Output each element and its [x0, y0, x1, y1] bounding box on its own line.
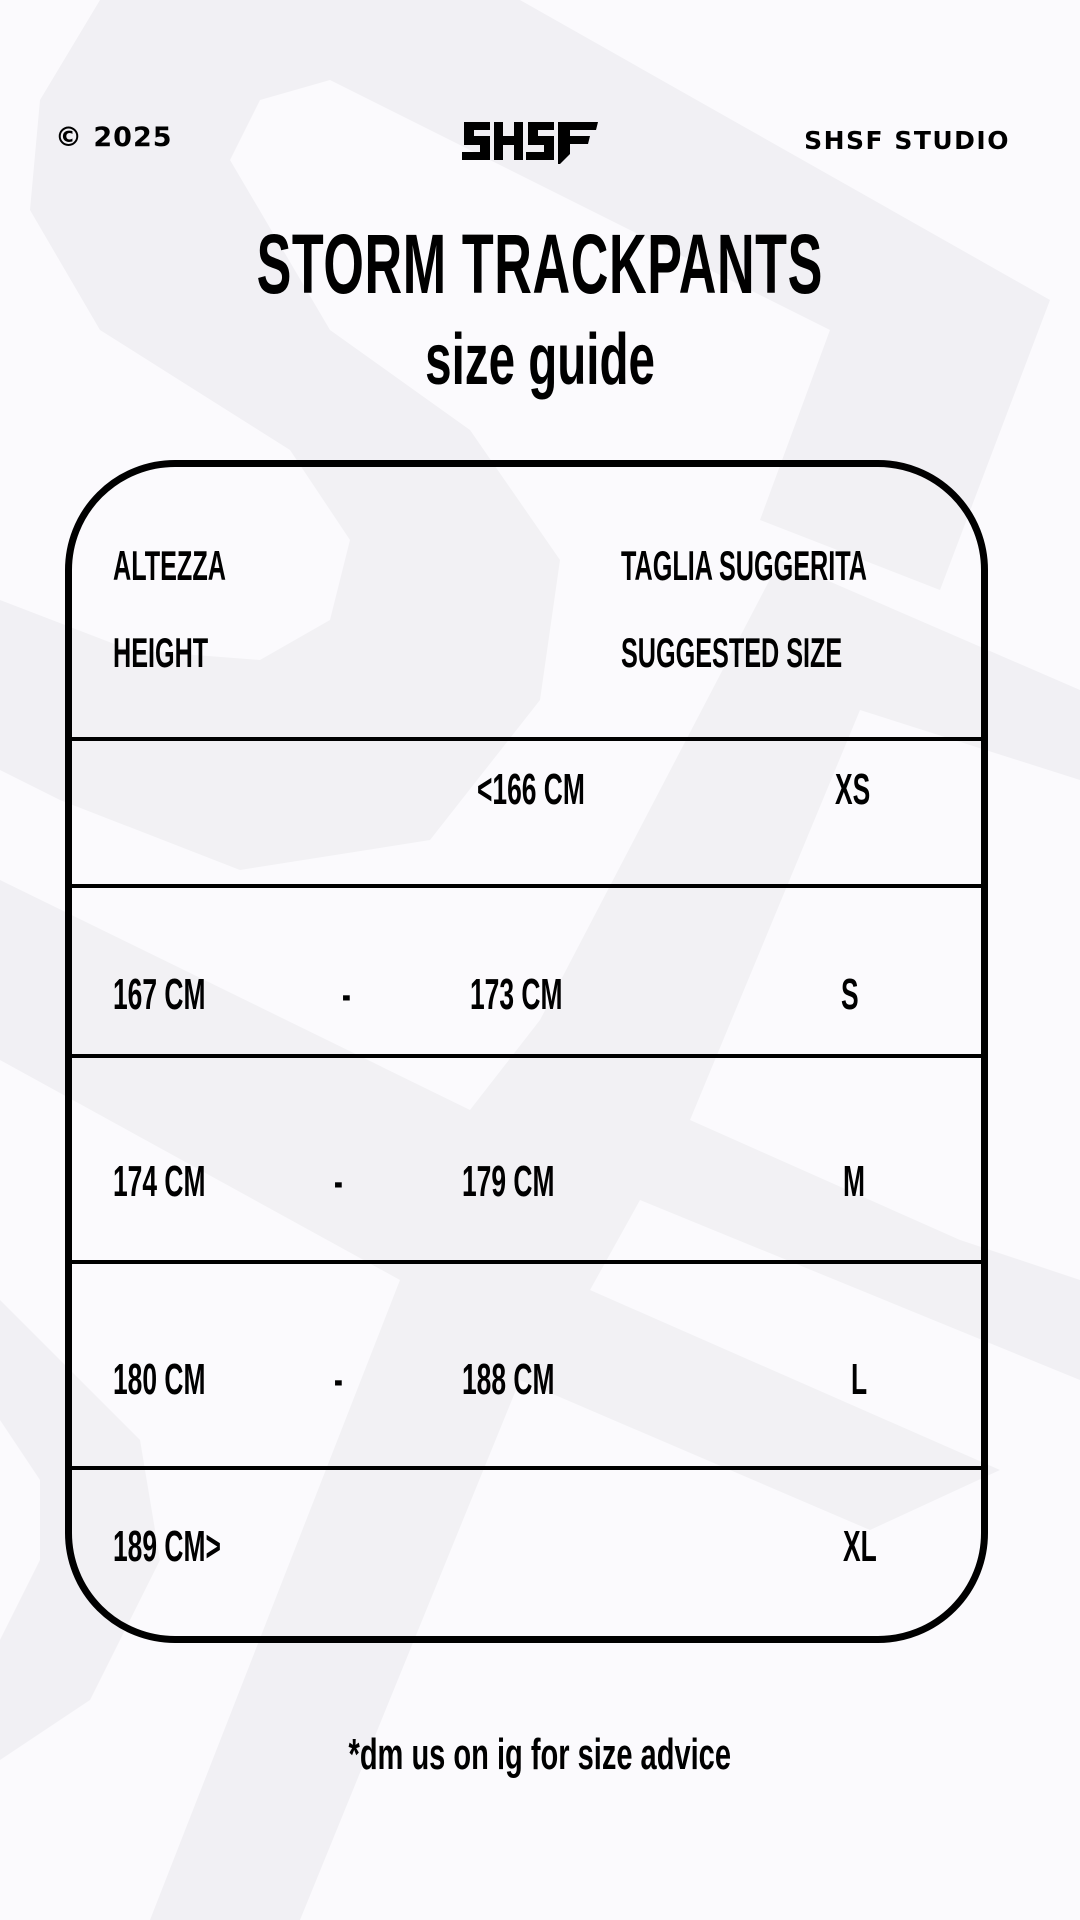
- row-height-from: 174 CM: [113, 1157, 206, 1206]
- row-size: XL: [843, 1522, 877, 1571]
- footer-note: *dm us on ig for size advice: [348, 1730, 732, 1779]
- row-separator: -: [334, 1355, 343, 1404]
- row-separator: -: [342, 970, 351, 1019]
- page-subtitle: size guide: [425, 320, 655, 400]
- page-title: STORM TRACKPANTS: [256, 217, 824, 311]
- row-height-from: 180 CM: [113, 1355, 206, 1404]
- header-size-en: SUGGESTED SIZE: [621, 629, 843, 676]
- row-height-to: <166 CM: [477, 765, 585, 814]
- header-height-it: ALTEZZA: [113, 542, 226, 589]
- row-height-to: 188 CM: [462, 1355, 555, 1404]
- table-divider: [72, 737, 981, 741]
- subtitle-container: [0, 322, 1080, 398]
- footer-container: [0, 1730, 1080, 1780]
- row-height-to: 173 CM: [470, 970, 563, 1019]
- table-divider: [72, 1466, 981, 1470]
- header-size-it: TAGLIA SUGGERITA: [621, 542, 867, 589]
- table-divider: [72, 1260, 981, 1264]
- size-table: [65, 460, 988, 1643]
- row-separator: -: [334, 1157, 343, 1206]
- brand-logo: [460, 116, 600, 166]
- row-size: M: [843, 1157, 865, 1206]
- row-height-to: 179 CM: [462, 1157, 555, 1206]
- row-size: L: [851, 1355, 868, 1404]
- row-size: XS: [835, 765, 871, 814]
- title-container: [0, 217, 1080, 311]
- row-height-from: 167 CM: [113, 970, 206, 1019]
- row-size: S: [841, 970, 859, 1019]
- table-divider: [72, 1054, 981, 1058]
- copyright-text: © 2025: [55, 122, 173, 153]
- studio-name: SHSF STUDIO: [804, 126, 1010, 155]
- table-divider: [72, 884, 981, 888]
- row-height-from: 189 CM>: [113, 1522, 221, 1571]
- header-height-en: HEIGHT: [113, 629, 209, 676]
